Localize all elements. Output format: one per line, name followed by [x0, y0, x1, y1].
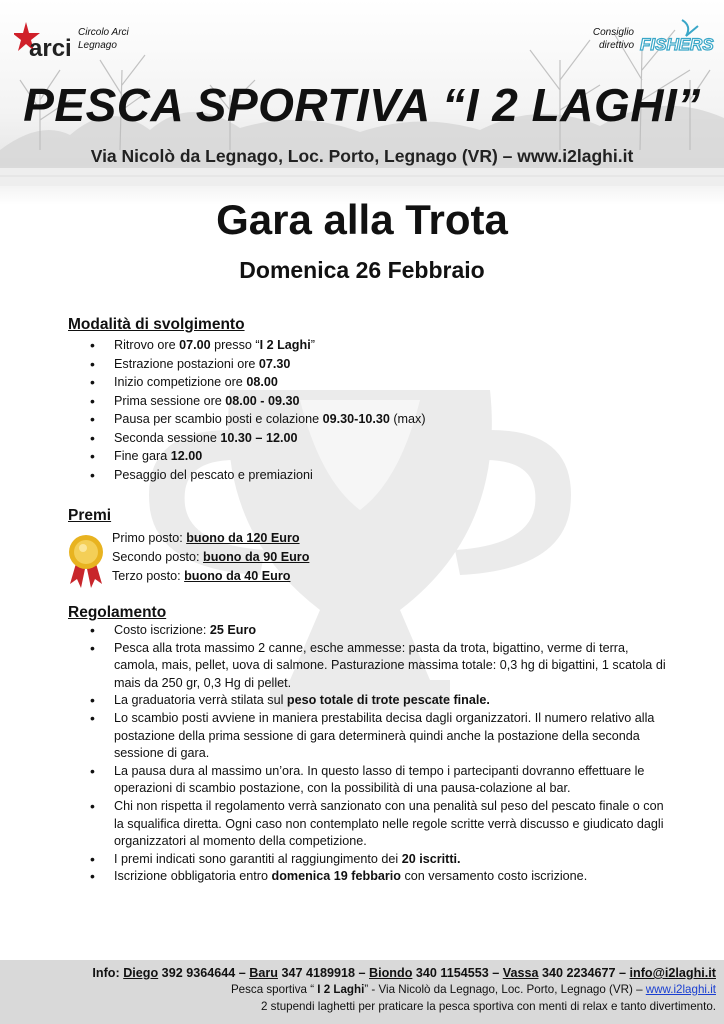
rules-list	[88, 622, 668, 886]
list-item: • Ritrovo ore 07.00 presso “I 2 Laghi”	[88, 336, 668, 355]
prizes-list	[112, 529, 309, 586]
list-item: • Costo iscrizione: 25 Euro	[88, 622, 668, 640]
list-item: • Estrazione postazioni ore 07.30	[88, 355, 668, 374]
arci-logo	[14, 18, 76, 64]
list-item: • Pesca alla trota massimo 2 canne, esche ammesse: pasta da trota, bigattino, verme di terra, camola, mais, pellet, uova di salmone. Pasturazione massima totale: 0,3 hg di bigattini, 1 scatola di mais da 250 gr, 0,3 Hg di pellet.	[88, 640, 668, 693]
prize-second: Secondo posto: buono da 90 Euro	[112, 550, 310, 564]
footer-tagline: 2 stupendi laghetti per praticare la pesca sportiva con menti di relax e tanto divertimento.	[261, 1000, 716, 1013]
org-left-label	[78, 26, 129, 52]
footer-contacts: Info: Diego 392 9364644 – Baru 347 4189918 – Biondo 340 1154553 – Vassa 340 2234677 – info@i2laghi.it	[92, 966, 716, 980]
list-item: • Iscrizione obbligatoria entro domenica 19 febbario con versamento costo iscrizione.	[88, 868, 668, 886]
arci-logo-text: arci	[29, 35, 72, 62]
schedule-section	[68, 316, 668, 484]
rules-section	[68, 604, 668, 886]
fishers-logo-text: FISHERS	[640, 35, 714, 54]
contact-biondo: Biondo	[369, 966, 413, 980]
address-line: Via Nicolò da Legnago, Loc. Porto, Legnago (VR) – www.i2laghi.it	[90, 146, 634, 166]
org-right-line2: direttivo	[598, 40, 634, 51]
fishers-logo	[636, 16, 716, 62]
rules-heading: Regolamento	[68, 604, 167, 621]
list-item: • Fine gara 12.00	[88, 447, 668, 466]
event-title: Gara alla Trota	[216, 196, 508, 243]
email-link[interactable]: info@i2laghi.it	[629, 966, 716, 980]
main-title: PESCA SPORTIVA “I 2 LAGHI”	[23, 79, 701, 131]
org-left-line2: Legnago	[78, 40, 117, 51]
org-right-label	[592, 26, 634, 52]
list-item: • La pausa dura al massimo un’ora. In questo lasso di tempo i partecipanti dovranno effettuare le operazioni di scambio postazione, con la possibilità di una pausa-colazione al bar.	[88, 763, 668, 798]
event-date: Domenica 26 Febbraio	[239, 257, 485, 283]
list-item: • Seconda sessione 10.30 – 12.00	[88, 429, 668, 448]
prizes-heading: Premi	[68, 507, 112, 524]
list-item: • Inizio competizione ore 08.00	[88, 373, 668, 392]
list-item: • I premi indicati sono garantiti al raggiungimento dei 20 iscritti.	[88, 851, 668, 869]
list-item: • Prima sessione ore 08.00 - 09.30	[88, 392, 668, 411]
website-link[interactable]: www.i2laghi.it	[645, 983, 716, 996]
prize-third: Terzo posto: buono da 40 Euro	[112, 569, 291, 583]
list-item: • Lo scambio posti avviene in maniera prestabilita decisa dagli organizzatori. Il numero relativo alla postazione della prima sessione di gara determinerà quindi anche la postazione della seconda sessione di gara.	[88, 710, 668, 763]
contact-diego: Diego	[123, 966, 159, 980]
footer-address: Pesca sportiva “ I 2 Laghi” - Via Nicolò da Legnago, Loc. Porto, Legnago (VR) – www.i2laghi.it	[230, 983, 716, 996]
list-item: • Pesaggio del pescato e premiazioni	[88, 466, 668, 485]
org-right-line1: Consiglio	[592, 27, 634, 38]
org-left-line1: Circolo Arci	[78, 27, 129, 38]
medal-icon	[66, 532, 106, 590]
contact-vassa: Vassa	[502, 966, 539, 980]
list-item: • La graduatoria verrà stilata sul peso totale di trote pescate finale.	[88, 692, 668, 710]
prizes-section	[68, 507, 668, 525]
schedule-heading: Modalità di svolgimento	[68, 316, 245, 333]
list-item: • Chi non rispetta il regolamento verrà sanzionato con una penalità sul peso del pescato finale o con la squalifica diretta. Ogni caso non contemplato nelle regole scritte verrà discusso e giudicato dagli organizzatori al momento della competizione.	[88, 798, 668, 851]
list-item: • Pausa per scambio posti e colazione 09.30-10.30 (max)	[88, 410, 668, 429]
contact-baru: Baru	[249, 966, 278, 980]
schedule-list	[88, 336, 668, 484]
prize-first: Primo posto: buono da 120 Euro	[112, 531, 300, 545]
